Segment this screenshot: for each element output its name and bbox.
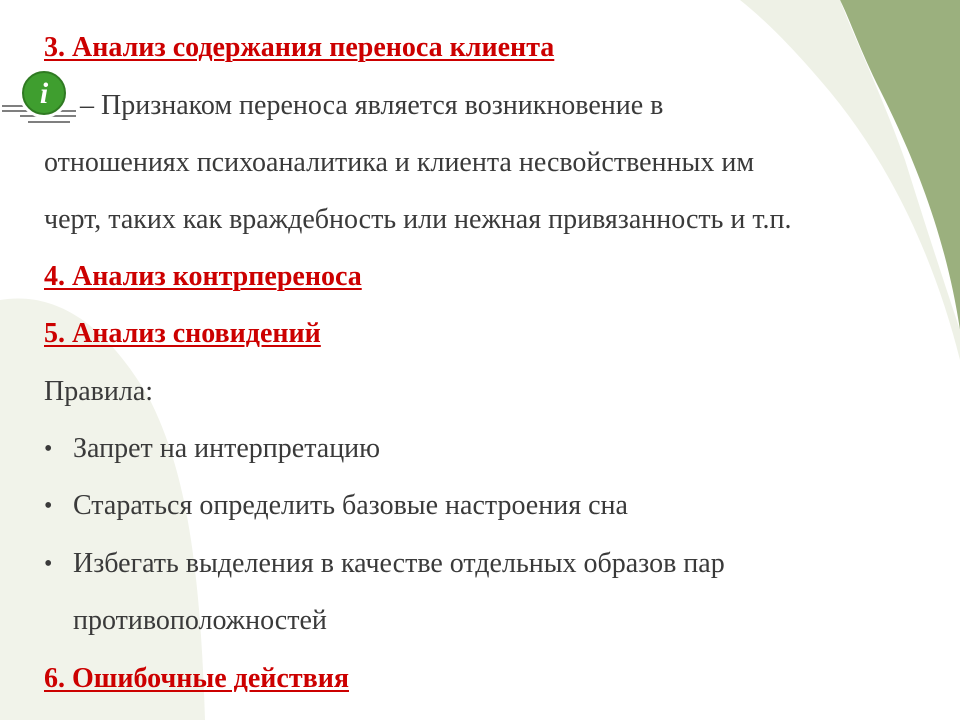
svg-text:i: i xyxy=(39,77,49,110)
bullet-marker: • xyxy=(44,493,53,519)
heading-dream-analysis: 5. Анализ сновидений xyxy=(44,318,321,349)
bullet-item-3-continued: противоположностей xyxy=(73,605,327,636)
heading-errors: 6. Ошибочные действия xyxy=(44,663,349,694)
paragraph-line-3: черт, таких как враждебность или нежная привязанность и т.п. xyxy=(44,204,792,235)
bullet-item-2: Стараться определить базовые настроения сна xyxy=(73,490,628,521)
rules-label: Правила: xyxy=(44,376,154,407)
paragraph-line-1: – Признаком переноса является возникновение в xyxy=(80,90,664,121)
bullet-item-3: Избегать выделения в качестве отдельных образов пар xyxy=(73,548,725,579)
paragraph-line-2: отношениях психоаналитика и клиента несвойственных им xyxy=(44,147,755,178)
heading-transfer-analysis: 3. Анализ содержания переноса клиента xyxy=(44,32,555,63)
heading-countertransfer: 4. Анализ контрпереноса xyxy=(44,261,362,292)
bullet-marker: • xyxy=(44,551,53,577)
bullet-item-1: Запрет на интерпретацию xyxy=(73,433,381,464)
bullet-marker: • xyxy=(44,436,53,462)
